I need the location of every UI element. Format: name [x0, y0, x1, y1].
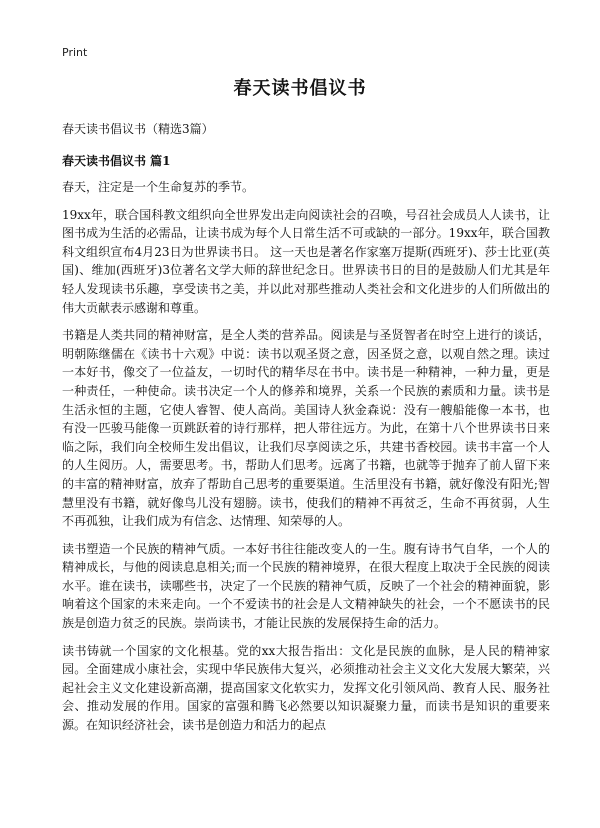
- body-text: [62, 178, 550, 744]
- print-label: Print: [62, 46, 88, 59]
- paragraph-4: 读书塑造一个民族的精神气质。一本好书往往能改变人的一生。腹有诗书气自华，一个人的精神成长，与他的阅读息息相关;而一个民族的精神境界，在很大程度上取决于全民族的阅读水平。谁在读书，读哪些书，决定了一个民族的精神气质，反映了一个社会的精神面貌，影响着这个国家的未来走向。一个不爱读书的社会是人文精神缺失的社会，一个不愿读书的民族是创造力贫乏的民族。崇尚读书，才能让民族的发展保持生命的活力。: [62, 541, 550, 631]
- section-heading: 春天读书倡议书 篇1: [62, 154, 171, 168]
- paragraph-1: 春天，注定是一个生命复苏的季节。: [62, 180, 255, 194]
- paragraph-5: 读书铸就一个国家的文化根基。党的xx大报告指出：文化是民族的血脉，是人民的精神家园。全面建成小康社会，实现中华民族伟大复兴，必须推动社会主义文化大发展大繁荣，兴起社会主义文化建设新高潮，提高国家文化软实力，发挥文化引领风尚、教育人民、服务社会、推动发展的作用。国家的富强和腾飞必然要以知识凝聚力量，而读书是知识的重要来源。在知识经济社会，读书是创造力和活力的起点: [62, 643, 550, 733]
- paragraph-3: 书籍是人类共同的精神财富，是全人类的营养品。阅读是与圣贤智者在时空上进行的谈话，明朝陈继儒在《读书十六观》中说：读书以观圣贤之意，因圣贤之意，以观自然之理。读过一本好书，像交了一位益友，一切时代的精华尽在书中。读书是一种精神，一种力量，更是一种责任，一种使命。读书决定一个人的修养和境界，关系一个民族的素质和力量。读书是生活永恒的主题，它使人睿智、使人高尚。美国诗人狄金森说：没有一艘船能像一本书，也有没一匹骏马能像一页跳跃着的诗行那样，把人带往远方。为此，在第十八个世界读书日来临之际，我们向全校师生发出倡议，让我们尽享阅读之乐，共建书香校园。读书丰富一个人的人生阅历。人，需要思考。书，帮助人们思考。远离了书籍，也就等于抛弃了前人留下来的丰富的精神财富，放弃了帮助自己思考的重要渠道。生活里没有书籍，就好像没有阳光;智慧里没有书籍，就好像鸟儿没有翅膀。读书，使我们的精神不再贫乏，生命不再贫弱，人生不再孤独，让我们成为有信念、达情理、知荣辱的人。: [62, 328, 550, 529]
- paragraph-2: 19xx年，联合国科教文组织向全世界发出走向阅读社会的召唤，号召社会成员人人读书，让图书成为生活的必需品，让读书成为每个人日常生活不可或缺的一部分。19xx年，联合国教科文组织宣布4月23日为世界读书日。 这一天也是著名作家塞万提斯(西班牙)、莎士比亚(英国)、维加(西班牙)3位著名文学大师的辞世纪念日。世界读书日的目的是鼓励人们尤其是年轻人发现读书乐趣，享受读书之美，并以此对那些推动人类社会和文化进步的人们所做出的伟大贡献表示感谢和尊重。: [62, 207, 550, 315]
- page-title: 春天读书倡议书: [233, 78, 367, 99]
- document-subtitle: 春天读书倡议书（精选3篇）: [62, 122, 214, 136]
